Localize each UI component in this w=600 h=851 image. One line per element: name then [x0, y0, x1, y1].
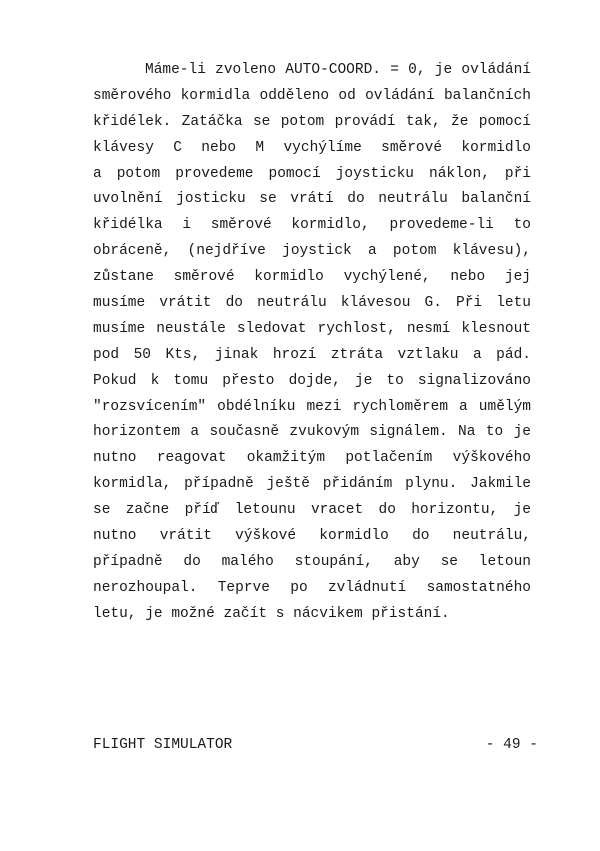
paragraph-line: směrového kormidla odděleno od ovládání balančních [93, 87, 531, 104]
paragraph-line: a potom provedeme pomocí joysticku náklon, při [93, 165, 531, 182]
page-footer [93, 737, 538, 757]
paragraph-line: Pokud k tomu přesto dojde, je to signalizováno [93, 372, 531, 389]
page-number: - 49 - [485, 737, 538, 753]
paragraph-line: musíme neustále sledovat rychlost, nesmí klesnout [93, 320, 531, 337]
paragraph-line: nutno vrátit výškové kormidlo do neutrálu, [93, 528, 531, 545]
paragraph-line: "rozsvícením" obdélníku mezi rychloměrem a umělým [93, 398, 531, 415]
footer-title: FLIGHT SIMULATOR [93, 737, 233, 753]
paragraph-line: Máme-li zvoleno AUTO-COORD. = 0, je ovládání [145, 62, 531, 78]
paragraph-line: uvolnění josticku se vrátí do neutrálu balanční [93, 191, 531, 208]
paragraph-line: letu, je možné začít s nácvikem přistání. [93, 605, 450, 622]
paragraph-line: se začne příď letounu vracet do horizontu, je [93, 502, 531, 519]
paragraph-line: nerozhoupal. Teprve po zvládnutí samostatného [93, 579, 531, 596]
paragraph-line: nutno reagovat okamžitým potlačením výškového [93, 450, 531, 467]
paragraph-line: pod 50 Kts, jinak hrozí ztráta vztlaku a pád. [93, 346, 531, 363]
paragraph-line: obráceně, (nejdříve joystick a potom klávesu), [93, 243, 531, 260]
paragraph-line: případně do malého stoupání, aby se letoun [93, 553, 531, 570]
paragraph-line: kormidla, případně ještě přidáním plynu. Jakmile [93, 476, 531, 493]
paragraph-line: křidélek. Zatáčka se potom provádí tak, že pomocí [93, 113, 531, 130]
paragraph-line: zůstane směrové kormidlo vychýlené, nebo jej [93, 269, 531, 286]
paragraph-line: horizontem a současně zvukovým signálem. Na to je [93, 424, 531, 441]
body-paragraph [93, 58, 531, 628]
paragraph-line: klávesy C nebo M vychýlíme směrové kormidlo [93, 139, 531, 156]
paragraph-line: musíme vrátit do neutrálu klávesou G. Při letu [93, 295, 531, 312]
paragraph-line: křidélka i směrové kormidlo, provedeme-li to [93, 217, 531, 234]
